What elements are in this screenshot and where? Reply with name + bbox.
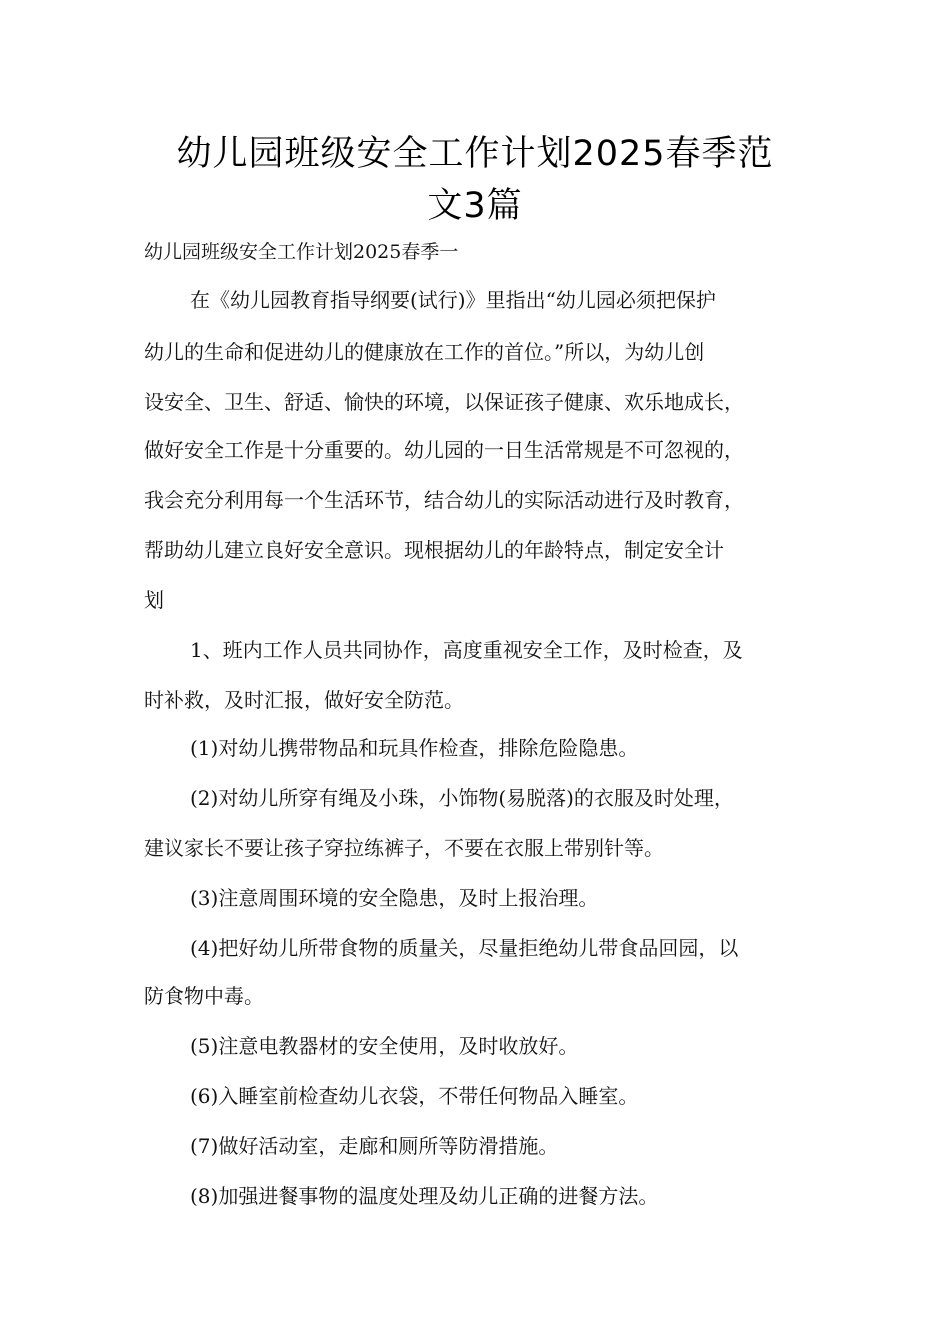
paragraph-line: 防食物中毒。 (144, 984, 264, 1008)
paragraph-line: 在《幼儿园教育指导纲要(试行)》里指出“幼儿园必须把保护 (190, 288, 716, 312)
list-item: (3)注意周围环境的安全隐患，及时上报治理。 (190, 886, 599, 910)
paragraph-line: 我会充分利用每一个生活环节，结合幼儿的实际活动进行及时教育， (144, 488, 744, 512)
list-item: (7)做好活动室，走廊和厕所等防滑措施。 (190, 1134, 559, 1158)
list-item: (5)注意电教器材的安全使用，及时收放好。 (190, 1034, 579, 1058)
list-item: (4)把好幼儿所带食物的质量关，尽量拒绝幼儿带食品回园，以 (190, 936, 739, 960)
paragraph-line: 帮助幼儿建立良好安全意识。现根据幼儿的年龄特点，制定安全计 (144, 538, 724, 562)
paragraph-line: 做好安全工作是十分重要的。幼儿园的一日生活常规是不可忽视的， (144, 438, 744, 462)
list-item: (6)入睡室前检查幼儿衣袋，不带任何物品入睡室。 (190, 1084, 639, 1108)
paragraph-line: 1、班内工作人员共同协作，高度重视安全工作，及时检查，及 (190, 638, 743, 662)
document-title-line-2: 文3篇 (427, 186, 523, 226)
document-title-line-1: 幼儿园班级安全工作计划2025春季范 (176, 134, 774, 174)
paragraph-line: 时补救，及时汇报，做好安全防范。 (144, 688, 464, 712)
list-item: (8)加强进餐事物的温度处理及幼儿正确的进餐方法。 (190, 1184, 659, 1208)
list-item: (2)对幼儿所穿有绳及小珠，小饰物(易脱落)的衣服及时处理， (190, 786, 734, 810)
paragraph-line: 幼儿的生命和促进幼儿的健康放在工作的首位。”所以，为幼儿创 (144, 340, 705, 364)
document-subtitle: 幼儿园班级安全工作计划2025春季一 (144, 241, 459, 263)
paragraph-line: 划 (144, 588, 164, 612)
paragraph-line: 建议家长不要让孩子穿拉练裤子，不要在衣服上带别针等。 (144, 836, 664, 860)
list-item: (1)对幼儿携带物品和玩具作检查，排除危险隐患。 (190, 736, 639, 760)
paragraph-line: 设安全、卫生、舒适、愉快的环境，以保证孩子健康、欢乐地成长， (144, 390, 744, 414)
